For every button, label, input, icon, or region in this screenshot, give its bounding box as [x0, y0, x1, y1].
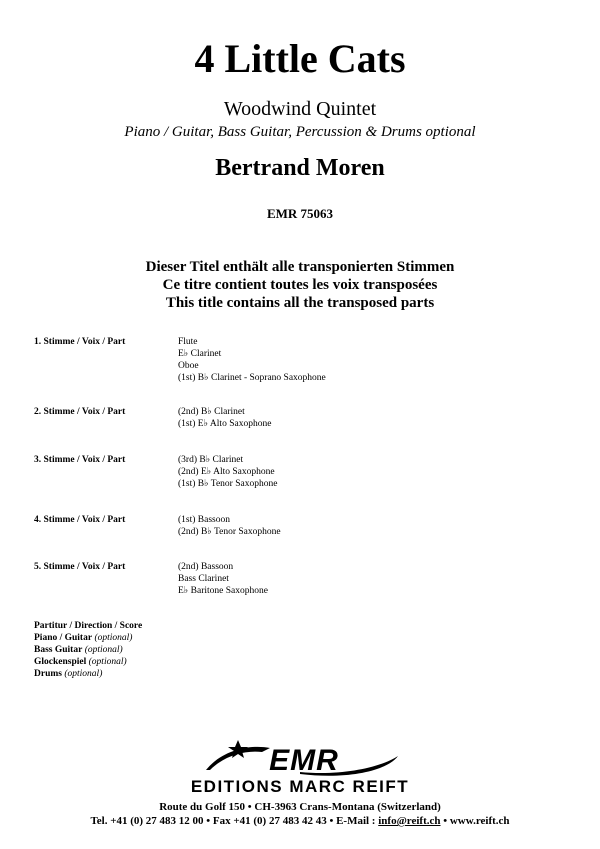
publisher-address: Route du Golf 150 • CH-3963 Crans-Montana (Switzerland) — [159, 801, 441, 813]
score-list — [34, 620, 142, 680]
instrument-item: (2nd) B♭ Tenor Saxophone — [178, 527, 281, 537]
score-item — [34, 668, 142, 680]
part-label: 1. Stimme / Voix / Part — [34, 337, 126, 347]
part-instruments — [178, 561, 268, 597]
instrument-item: (1st) E♭ Alto Saxophone — [178, 419, 272, 429]
email-link[interactable]: info@reift.ch — [378, 815, 441, 827]
contact-suffix: • www.reift.ch — [440, 815, 510, 827]
part-label: 2. Stimme / Voix / Part — [34, 407, 126, 417]
score-item — [34, 644, 142, 656]
instrument-item: (2nd) E♭ Alto Saxophone — [178, 467, 275, 477]
publisher-logo — [0, 736, 600, 796]
subtitle: Woodwind Quintet — [223, 98, 377, 120]
score-item-note: (optional) — [88, 657, 127, 667]
part-label: 4. Stimme / Voix / Part — [34, 515, 126, 525]
score-item — [34, 656, 142, 668]
score-item-note: (optional) — [64, 669, 103, 679]
instrumentation-note: Piano / Guitar, Bass Guitar, Percussion & Drums optional — [124, 124, 476, 140]
score-item-name: Bass Guitar — [34, 645, 83, 655]
instrument-item: (1st) Bassoon — [178, 515, 230, 525]
part-label: 5. Stimme / Voix / Part — [34, 562, 126, 572]
score-direction: Partitur / Direction / Score — [34, 621, 143, 631]
score-item-name: Glockenspiel — [34, 657, 87, 667]
notice-german: Dieser Titel enthält alle transponierten Stimmen — [145, 259, 455, 275]
logo-publisher-name: EDITIONS MARC REIFT — [190, 777, 410, 796]
score-item-name: Drums — [34, 669, 62, 679]
instrument-item: Bass Clarinet — [178, 574, 229, 584]
part-label: 3. Stimme / Voix / Part — [34, 455, 126, 465]
instrument-item: Flute — [178, 337, 198, 347]
instrument-item: E♭ Clarinet — [178, 349, 222, 359]
instrument-item: E♭ Baritone Saxophone — [178, 586, 268, 596]
part-instruments — [178, 336, 326, 384]
score-item-note: (optional) — [84, 645, 123, 655]
instrument-item: Oboe — [178, 361, 199, 371]
page-title: 4 Little Cats — [194, 36, 406, 81]
notice-french: Ce titre contient toutes les voix transposées — [162, 277, 438, 293]
instrument-item: (1st) B♭ Clarinet - Soprano Saxophone — [178, 373, 326, 383]
score-item-name: Piano / Guitar — [34, 633, 93, 643]
part-instruments — [178, 454, 277, 490]
catalog-number: EMR 75063 — [266, 206, 334, 221]
score-item — [34, 632, 142, 644]
instrument-item: (1st) B♭ Tenor Saxophone — [178, 479, 278, 489]
publisher-contact — [0, 814, 600, 828]
instrument-item: (3rd) B♭ Clarinet — [178, 455, 244, 465]
logo-emr-text: EMR — [269, 744, 339, 777]
contact-prefix: Tel. +41 (0) 27 483 12 00 • Fax +41 (0) 27 483 42 43 • E-Mail : — [90, 815, 379, 827]
instrument-item: (2nd) B♭ Clarinet — [178, 407, 245, 417]
score-item-note: (optional) — [94, 633, 133, 643]
part-instruments — [178, 406, 271, 430]
notice-english: This title contains all the transposed parts — [165, 295, 435, 311]
composer-name: Bertrand Moren — [215, 155, 385, 181]
instrument-item: (2nd) Bassoon — [178, 562, 234, 572]
part-instruments — [178, 514, 281, 538]
